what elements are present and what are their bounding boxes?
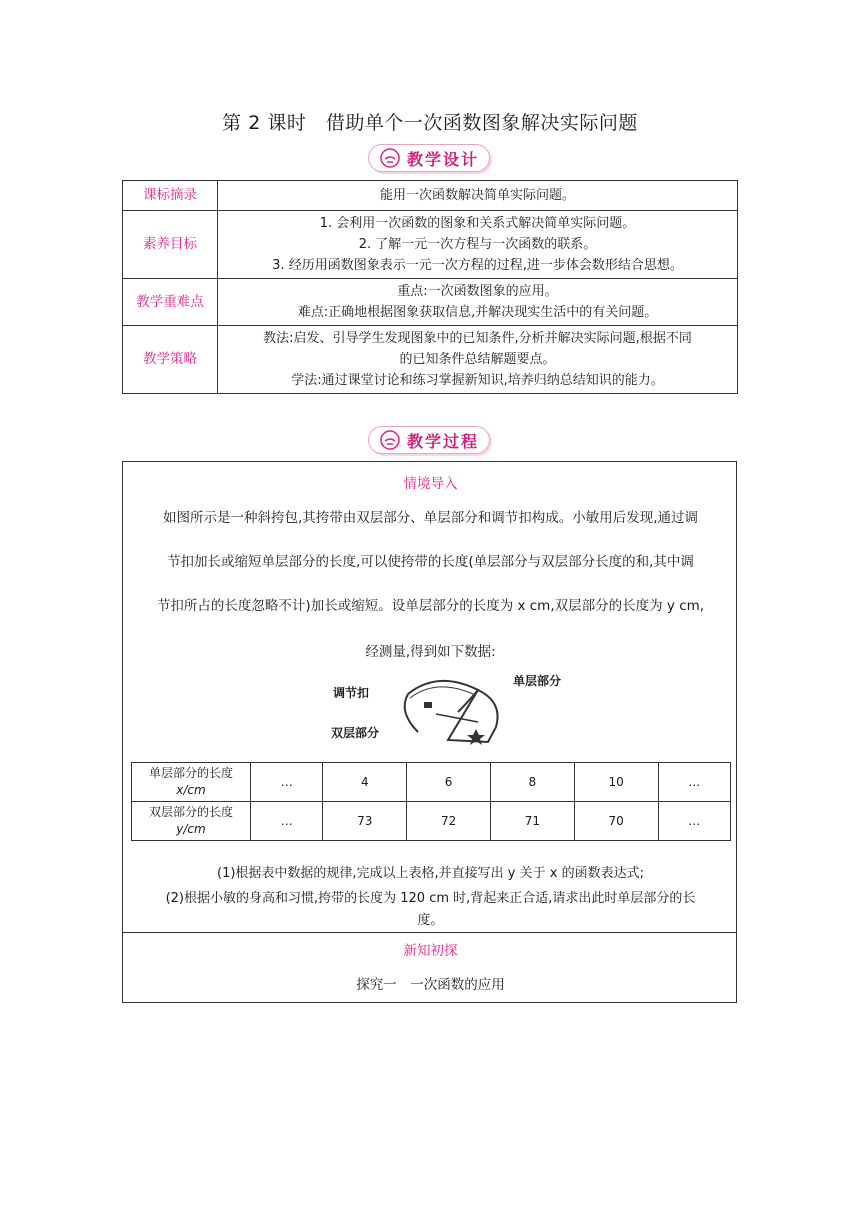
table-cell: 72 [407, 802, 491, 841]
row-label: 素养目标 [123, 211, 218, 279]
table-cell: 71 [490, 802, 574, 841]
table-cell: … [658, 802, 731, 841]
row-content [218, 279, 738, 326]
content-line: 能用一次函数解决简单实际问题。 [379, 188, 575, 203]
explore-heading: 探究一 一次函数的应用 [356, 977, 505, 993]
question-line: 度。 [417, 913, 444, 928]
table-row [123, 326, 738, 394]
table-row [132, 763, 731, 802]
question-line: (2)根据小敏的身高和习惯,挎带的长度为 120 cm 时,背起来正合适,请求出此时单层部分的长 [165, 891, 696, 906]
label-double: 双层部分 [331, 726, 380, 740]
page-title: 第 2 课时 借助单个一次函数图象解决实际问题 [222, 112, 638, 134]
row-content [218, 181, 738, 211]
row-header [132, 802, 251, 841]
table-row [123, 279, 738, 326]
section-heading-new: 新知初探 [403, 943, 458, 959]
label-single: 单层部分 [513, 674, 562, 688]
design-badge [368, 144, 490, 172]
row-header [132, 763, 251, 802]
design-table [122, 180, 738, 394]
header-unit: y/cm [176, 822, 206, 836]
intro-line: 经测量,得到如下数据: [365, 644, 496, 660]
book-icon [379, 147, 401, 169]
design-badge-text: 教学设计 [406, 149, 479, 169]
table-cell: 8 [490, 763, 574, 802]
table-row [123, 181, 738, 211]
content-line: 3. 经历用函数图象表示一元一次方程的过程,进一步体会数形结合思想。 [272, 258, 683, 273]
table-cell: 6 [407, 763, 491, 802]
row-label: 教学重难点 [123, 279, 218, 326]
book-icon [379, 429, 401, 451]
content-line: 学法:通过课堂讨论和练习掌握新知识,培养归纳总结知识的能力。 [291, 373, 664, 388]
content-line: 2. 了解一元一次方程与一次函数的联系。 [358, 237, 597, 252]
table-cell: 73 [323, 802, 407, 841]
section-divider [123, 932, 736, 933]
table-cell: … [251, 763, 323, 802]
section-heading-intro: 情境导入 [403, 476, 458, 492]
process-box [122, 461, 737, 1003]
question-line: (1)根据表中数据的规律,完成以上表格,并直接写出 y 关于 x 的函数表达式; [217, 866, 644, 881]
table-cell: 10 [574, 763, 658, 802]
row-content [218, 326, 738, 394]
header-text: 单层部分的长度 [148, 766, 233, 780]
process-badge [368, 426, 490, 454]
row-label: 教学策略 [123, 326, 218, 394]
table-cell: … [658, 763, 731, 802]
table-cell: 4 [323, 763, 407, 802]
header-text: 双层部分的长度 [148, 805, 233, 819]
row-content [218, 211, 738, 279]
table-row [123, 211, 738, 279]
table-cell: 70 [574, 802, 658, 841]
content-line: 难点:正确地根据图象获取信息,并解决现实生活中的有关问题。 [297, 305, 658, 320]
content-line: 教法:启发、引导学生发现图象中的已知条件,分析并解决实际问题,根据不同 [263, 331, 692, 346]
content-line: 1. 会利用一次函数的图象和关系式解决简单实际问题。 [319, 216, 636, 231]
intro-line: 如图所示是一种斜挎包,其挎带由双层部分、单层部分和调节扣构成。小敏用后发现,通过调 [162, 510, 699, 526]
header-unit: x/cm [176, 783, 206, 797]
content-line: 的已知条件总结解题要点。 [399, 352, 556, 367]
intro-line: 节扣所占的长度忽略不计)加长或缩短。设单层部分的长度为 x cm,双层部分的长度为 y cm, [156, 598, 705, 614]
table-row [132, 802, 731, 841]
row-label: 课标摘录 [123, 181, 218, 211]
label-buckle: 调节扣 [333, 686, 370, 700]
table-cell: … [251, 802, 323, 841]
content-line: 重点:一次函数图象的应用。 [397, 284, 558, 299]
intro-line: 节扣加长或缩短单层部分的长度,可以使挎带的长度(单层部分与双层部分长度的和,其中调 [167, 554, 694, 570]
data-table [131, 762, 731, 841]
process-badge-text: 教学过程 [406, 431, 479, 451]
